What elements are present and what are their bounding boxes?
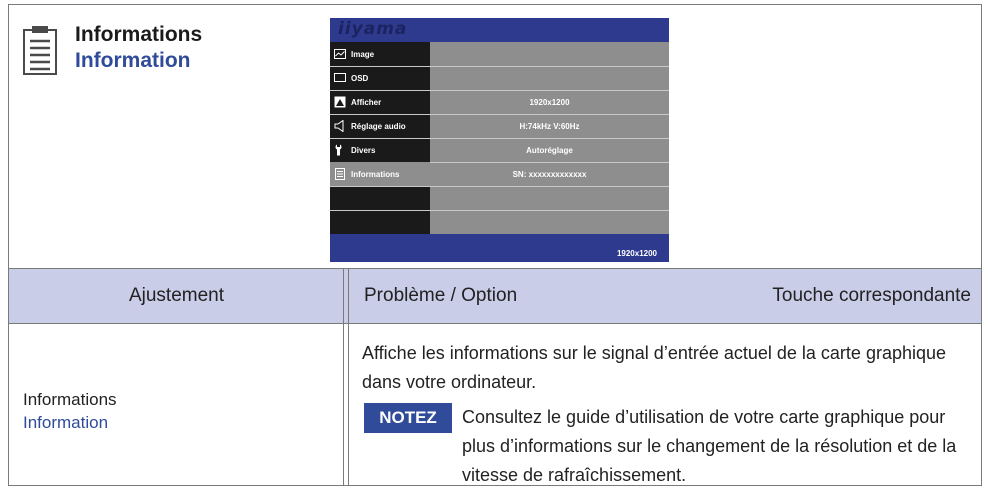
section-title-en: Information	[75, 49, 191, 72]
osd-menu-label: Image	[351, 49, 375, 59]
osd-logo: iiyama	[338, 19, 408, 39]
osd-menu-item-divers[interactable]	[330, 138, 430, 162]
speaker-icon	[334, 120, 346, 132]
osd-separator	[330, 186, 669, 187]
note-badge: NOTEZ	[364, 403, 452, 433]
display-icon	[334, 96, 346, 108]
osd-menu-item-audio[interactable]	[330, 114, 430, 138]
document-list-icon	[23, 25, 57, 75]
osd-value-resolution: 1920x1200	[529, 97, 570, 107]
osd-value-auto-adjust: Autoréglage	[526, 145, 573, 155]
osd-menu-label: OSD	[351, 73, 369, 83]
osd-menu-item-informations[interactable]	[330, 162, 430, 186]
section-title-fr: Informations	[75, 23, 203, 46]
wrench-icon	[334, 144, 346, 156]
manual-page-frame	[8, 4, 982, 486]
column-divider	[348, 269, 349, 485]
header-problem-option: Problème / Option	[364, 285, 518, 306]
adjustment-name-en: Information	[23, 413, 109, 432]
table-header-row	[9, 269, 981, 324]
document-list-icon	[334, 168, 346, 180]
osd-menu-label: Afficher	[351, 97, 382, 107]
note-text: Consultez le guide d’utilisation de votre carte graphique pour plus d’informations sur le changement de la résolution et de la vitesse de rafraîchissement.	[462, 407, 957, 485]
header-adjustment: Ajustement	[128, 285, 225, 306]
adjustment-name-fr: Informations	[23, 390, 117, 409]
osd-menu-item-osd[interactable]	[330, 66, 430, 90]
image-icon	[334, 48, 346, 60]
osd-separator	[330, 210, 669, 211]
column-divider	[343, 269, 344, 485]
header-key: Touche correspondante	[772, 285, 971, 306]
osd-menu-label: Réglage audio	[351, 121, 406, 131]
osd-menu-item-image[interactable]	[330, 42, 430, 66]
section-header	[9, 5, 981, 269]
osd-value-frequency: H:74kHz V:60Hz	[519, 121, 580, 131]
option-description: Affiche les informations sur le signal d’entrée actuel de la carte graphique dans votre ordinateur.	[362, 343, 947, 392]
osd-menu-label: Informations	[351, 169, 400, 179]
osd-menu-item-afficher[interactable]	[330, 90, 430, 114]
osd-footer-resolution: 1920x1200	[616, 249, 657, 258]
osd-screen	[330, 18, 669, 262]
osd-icon	[334, 72, 346, 84]
osd-menu-label: Divers	[351, 145, 376, 155]
osd-value-serial: SN: xxxxxxxxxxxxx	[512, 169, 587, 179]
